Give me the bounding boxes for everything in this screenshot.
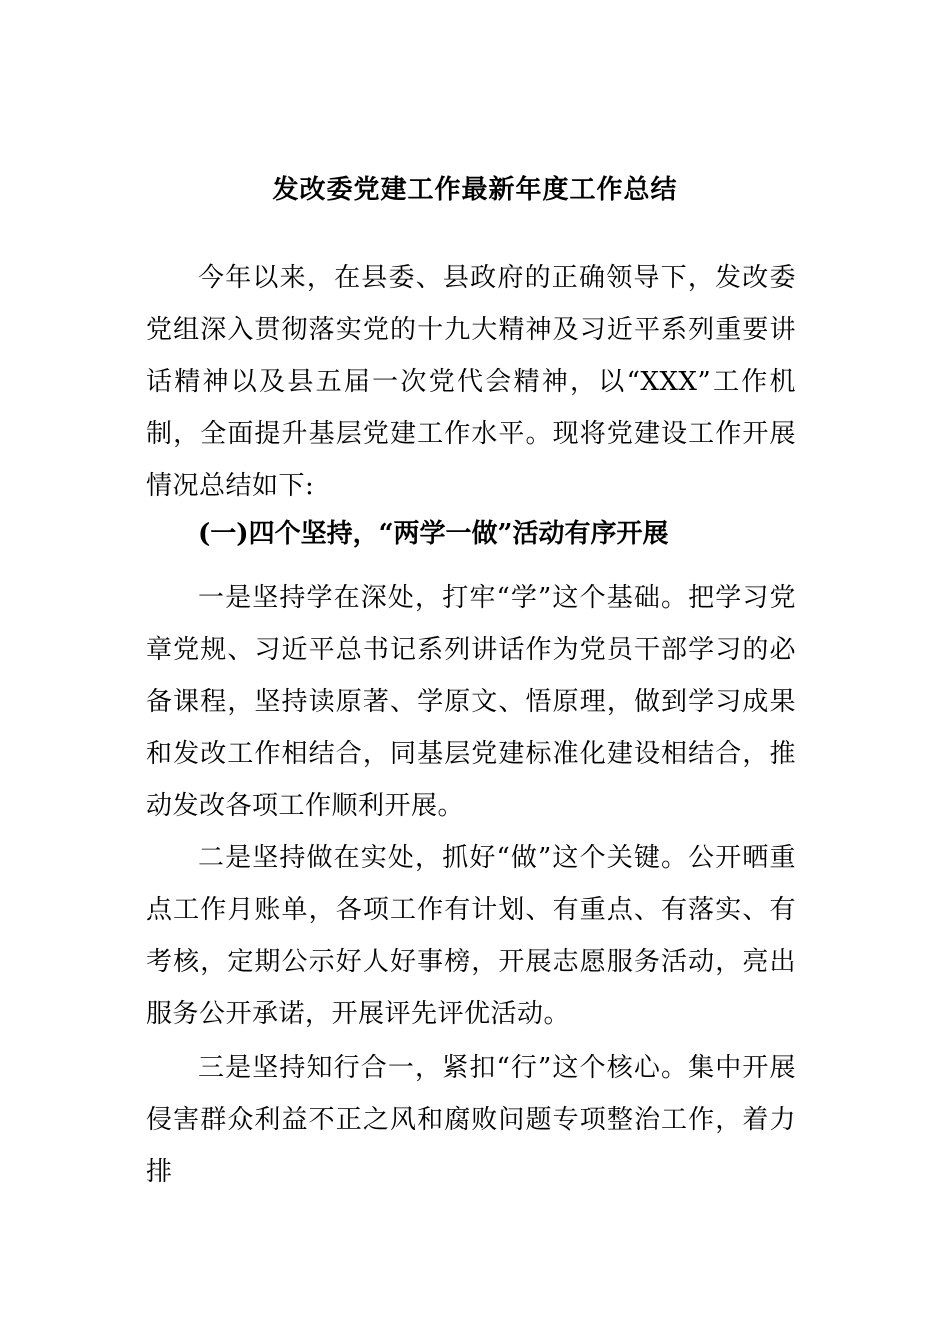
paragraph-point-1: 一是坚持学在深处，打牢“学”这个基础。把学习党章党规、习近平总书记系列讲话作为党员干部学习的必备课程，坚持读原著、学原文、悟原理，做到学习成果和发改工作相结合，同基层党建标准化建设相结合，推动发改各项工作顺利开展。 xyxy=(146,583,796,821)
document-title: 发改委党建工作最新年度工作总结 xyxy=(272,175,678,205)
paragraph-point-2: 二是坚持做在实处，抓好“做”这个关键。公开晒重点工作月账单，各项工作有计划、有重点、有落实、有考核，定期公示好人好事榜，开展志愿服务活动，亮出服务公开承诺，开展评先评优活动。 xyxy=(146,843,796,1029)
intro-paragraph: 今年以来，在县委、县政府的正确领导下，发改委党组深入贯彻落实党的十九大精神及习近平系列重要讲话精神以及县五届一次党代会精神，以“XXX”工作机制，全面提升基层党建工作水平。现将党建设工作开展情况总结如下: xyxy=(146,263,796,501)
paragraph-point-3: 三是坚持知行合一，紧扣“行”这个核心。集中开展侵害群众利益不正之风和腐败问题专项整治工作，着力排 xyxy=(146,1053,796,1187)
section-heading: (一)四个坚持，“两学一做”活动有序开展 xyxy=(198,519,669,549)
